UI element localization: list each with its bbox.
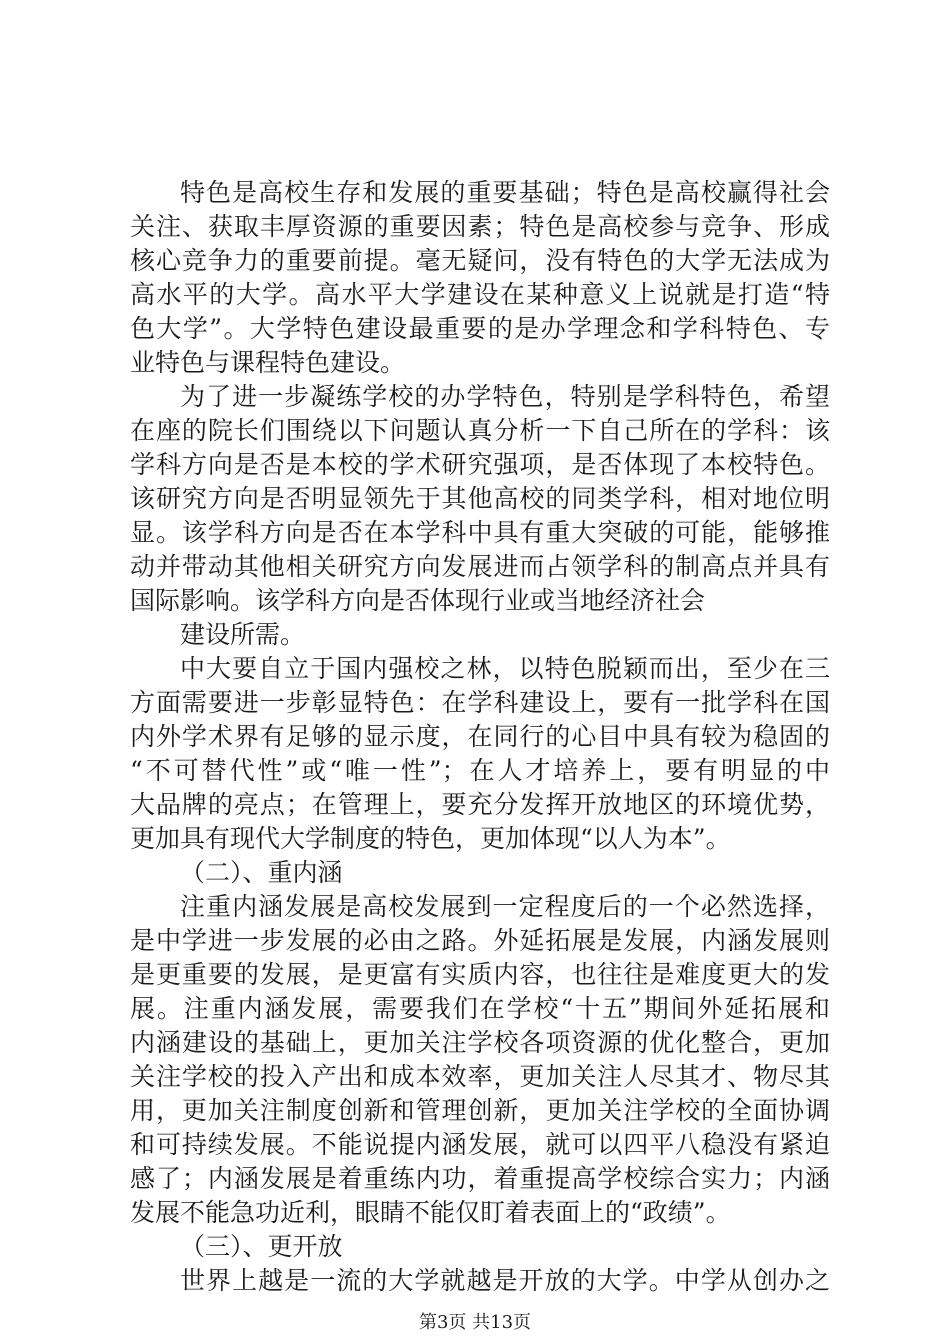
paragraph-line: 中大要自立于国内强校之林，以特色脱颖而出，至少在三 — [180, 654, 830, 683]
paragraph-line: 发展不能急功近利，眼睛不能仅盯着表面上的“政绩”。 — [130, 1198, 731, 1227]
paragraph-line: 内涵建设的基础上，更加关注学校各项资源的优化整合，更加 — [130, 1028, 830, 1057]
section-heading: （三）、更开放 — [180, 1232, 343, 1261]
paragraph-line: 更加具有现代大学制度的特色，更加体现“以人为本”。 — [130, 824, 731, 853]
paragraph-line: 色大学”。大学特色建设最重要的是办学理念和学科特色、专 — [130, 314, 830, 343]
paragraph-line: 世界上越是一流的大学就越是开放的大学。中学从创办之 — [180, 1266, 830, 1295]
paragraph-line: 用，更加关注制度创新和管理创新，更加关注学校的全面协调 — [130, 1096, 830, 1125]
paragraph-line: 高水平的大学。高水平大学建设在某种意义上说就是打造“特 — [130, 280, 830, 309]
paragraph-line: 感了；内涵发展是着重练内功，着重提高学校综合实力；内涵 — [130, 1164, 830, 1193]
paragraph-line: 展。注重内涵发展，需要我们在学校“十五”期间外延拓展和 — [130, 994, 830, 1023]
paragraph-line: 核心竞争力的重要前提。毫无疑问，没有特色的大学无法成为 — [130, 246, 830, 275]
paragraph-line: 特色是高校生存和发展的重要基础；特色是高校赢得社会 — [180, 178, 830, 207]
paragraph-line: 动并带动其他相关研究方向发展进而占领学科的制高点并具有 — [130, 552, 830, 581]
paragraph-line: 学科方向是否是本校的学术研究强项，是否体现了本校特色。 — [130, 450, 830, 479]
paragraph-line: 在座的院长们围绕以下问题认真分析一下自己所在的学科：该 — [130, 416, 830, 445]
paragraph-line: 是中学进一步发展的必由之路。外延拓展是发展，内涵发展则 — [130, 926, 830, 955]
paragraph-line: 为了进一步凝练学校的办学特色，特别是学科特色，希望 — [180, 382, 830, 411]
paragraph-line: 建设所需。 — [180, 620, 306, 649]
paragraph-line: 关注学校的投入产出和成本效率，更加关注人尽其才、物尽其 — [130, 1062, 830, 1091]
paragraph-line: 内外学术界有足够的显示度，在同行的心目中具有较为稳固的 — [130, 722, 830, 751]
paragraph-line: 是更重要的发展，是更富有实质内容，也往往是难度更大的发 — [130, 960, 830, 989]
page-number-footer: 第3页 共13页 — [418, 1312, 532, 1333]
paragraph-line: 业特色与课程特色建设。 — [130, 348, 406, 377]
paragraph-line: 注重内涵发展是高校发展到一定程度后的一个必然选择， — [180, 892, 830, 921]
paragraph-line: “不可替代性”或“唯一性”；在人才培养上，要有明显的中 — [130, 756, 830, 785]
paragraph-line: 国际影响。该学科方向是否体现行业或当地经济社会 — [130, 586, 706, 615]
section-heading: （二）、重内涵 — [180, 858, 343, 887]
paragraph-line: 显。该学科方向是否在本学科中具有重大突破的可能，能够推 — [130, 518, 830, 547]
paragraph-line: 和可持续发展。不能说提内涵发展，就可以四平八稳没有紧迫 — [130, 1130, 830, 1159]
paragraph-line: 大品牌的亮点；在管理上，要充分发挥开放地区的环境优势， — [130, 790, 830, 819]
paragraph-line: 方面需要进一步彰显特色：在学科建设上，要有一批学科在国 — [130, 688, 830, 717]
paragraph-line: 关注、获取丰厚资源的重要因素；特色是高校参与竞争、形成 — [130, 212, 830, 241]
paragraph-line: 该研究方向是否明显领先于其他高校的同类学科，相对地位明 — [130, 484, 830, 513]
